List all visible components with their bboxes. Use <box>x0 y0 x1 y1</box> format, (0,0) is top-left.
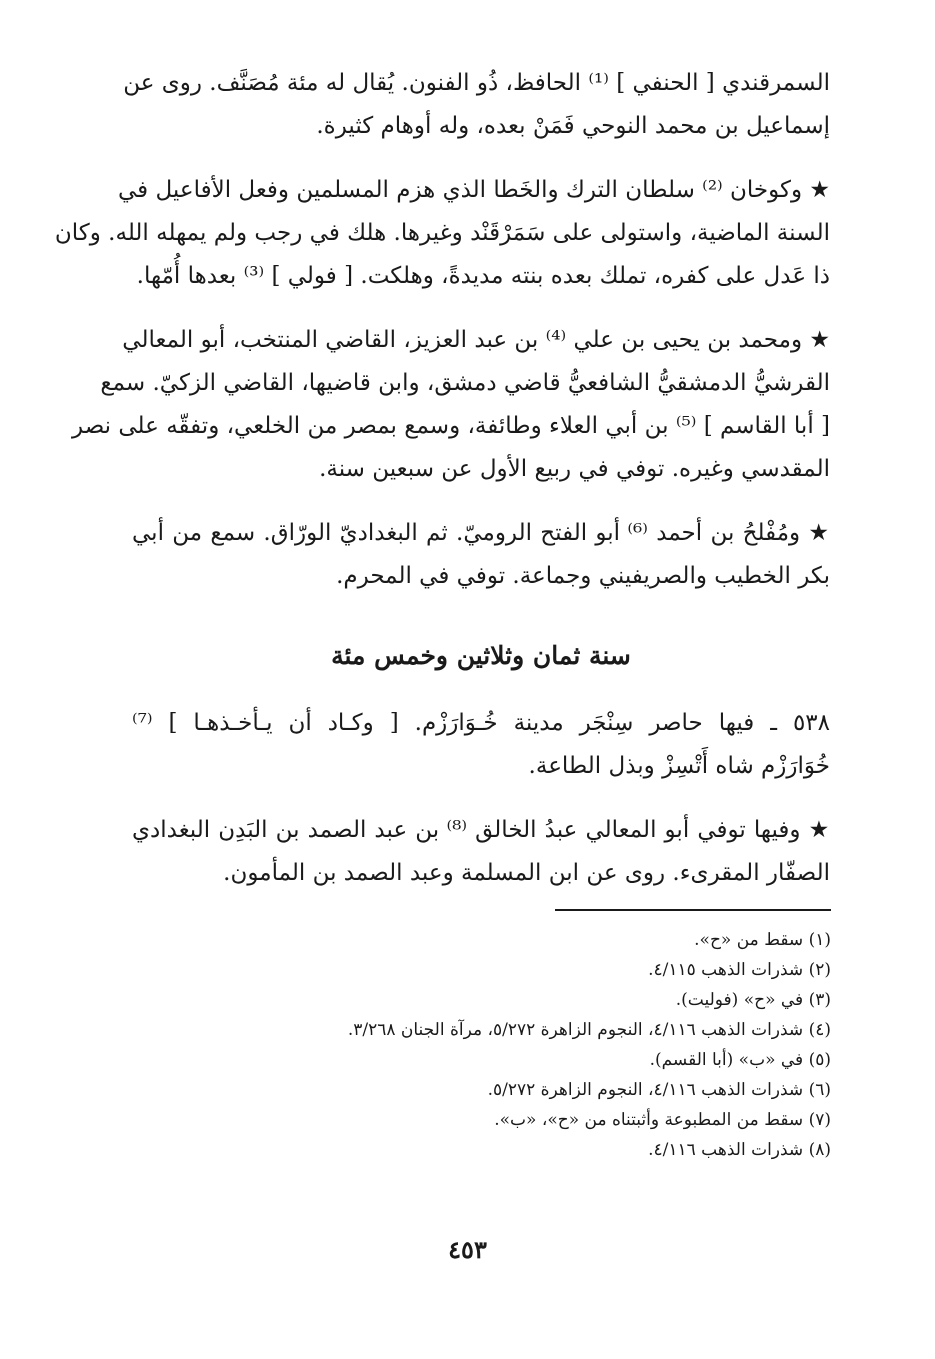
paragraph-kokhan <box>54 169 830 298</box>
paragraph-abd-al-khaliq <box>132 809 830 895</box>
text-line: ذا عَدل على كفره، تملك بعده بنته مديدةً، وهلكت. [ فولي ] ⁽³⁾ بعدها أُمّها. <box>136 263 830 289</box>
text-line: [ أبا القاسم ] ⁽⁵⁾ بن أبي العلاء وطائفة، وسمع بمصر من الخلعي، وتفقّه على نصر <box>72 413 830 439</box>
paragraph-samarqandi <box>123 62 830 148</box>
text-line: ★ وفيها توفي أبو المعالي عبدُ الخالق ⁽⁸⁾ بن عبد الصمد بن البَدِن البغدادي <box>132 817 830 843</box>
text-line: ★ وكوخان ⁽²⁾ سلطان الترك والخَطا الذي هزم المسلمين وفعل الأفاعيل في <box>118 177 830 203</box>
footnote-2: (٢) شذرات الذهب ٤/١١٥. <box>648 960 831 980</box>
text-line: السنة الماضية، واستولى على سَمَرْقَنْد وغيرها. هلك في رجب ولم يمهله الله. وكان <box>54 220 830 246</box>
page-body <box>54 62 831 916</box>
text-line: إسماعيل بن محمد النوحي فَمَنْ بعده، وله أوهام كثيرة. <box>316 113 830 139</box>
footnotes <box>231 925 831 1165</box>
text-line: ★ ومُفْلحُ بن أحمد ⁽⁶⁾ أبو الفتح الروميّ. ثم البغداديّ الورّاق. سمع من أبي <box>132 520 831 546</box>
footnote-5: (٥) في «ب» (أبا القسم). <box>649 1050 831 1070</box>
text-line: الصفّار المقرىء. روى عن ابن المسلمة وعبد الصمد بن المأمون. <box>223 860 830 886</box>
footnote-8: (٨) شذرات الذهب ٤/١١٦. <box>648 1140 831 1160</box>
paragraph-muhammad-bin-yahya <box>72 319 830 491</box>
paragraph-year-538 <box>132 702 830 788</box>
text-line: المقدسي وغيره. توفي في ربيع الأول عن سبعين سنة. <box>319 456 830 482</box>
footnote-divider <box>555 909 831 911</box>
text-line: ★ ومحمد بن يحيى بن علي ⁽⁴⁾ بن عبد العزيز، القاضي المنتخب، أبو المعالي <box>122 327 830 353</box>
paragraph-muflih <box>132 512 830 598</box>
text-line: بكر الخطيب والصريفيني وجماعة. توفي في المحرم. <box>336 563 830 589</box>
footnote-3: (٣) في «ح» (فوليت). <box>675 990 831 1010</box>
text-line: القرشيُّ الدمشقيُّ الشافعيُّ قاضي دمشق، وابن قاضيها، القاضي الزكيّ. سمع <box>100 370 830 396</box>
year-heading: سنة ثمان وثلاثين وخمس مئة <box>331 641 631 670</box>
footnote-1: (١) سقط من «ح». <box>694 930 831 950</box>
text-line: خُوَارَزْم شاه أَتْسِزْ وبذل الطاعة. <box>528 753 830 779</box>
footnote-7: (٧) سقط من المطبوعة وأثبتناه من «ح»، «ب». <box>494 1110 831 1130</box>
text-line: السمرقندي [ الحنفي ] ⁽¹⁾ الحافظ، ذُو الفنون. يُقال له مئة مُصَنَّف. روى عن <box>123 70 830 96</box>
text-line: ٥٣٨ ـ فيها حاصر سِنْجَر مدينة خُـوَارَزْم. [ وكـاد أن يـأخـذهـا ] ⁽⁷⁾ <box>132 710 830 736</box>
footnote-4: (٤) شذرات الذهب ٤/١١٦، النجوم الزاهرة ٥/٢٧٢، مرآة الجنان ٣/٢٦٨. <box>347 1020 831 1040</box>
footnote-6: (٦) شذرات الذهب ٤/١١٦، النجوم الزاهرة ٥/٢٧٢. <box>487 1080 831 1100</box>
page-number: ٤٥٣ <box>448 1235 487 1264</box>
